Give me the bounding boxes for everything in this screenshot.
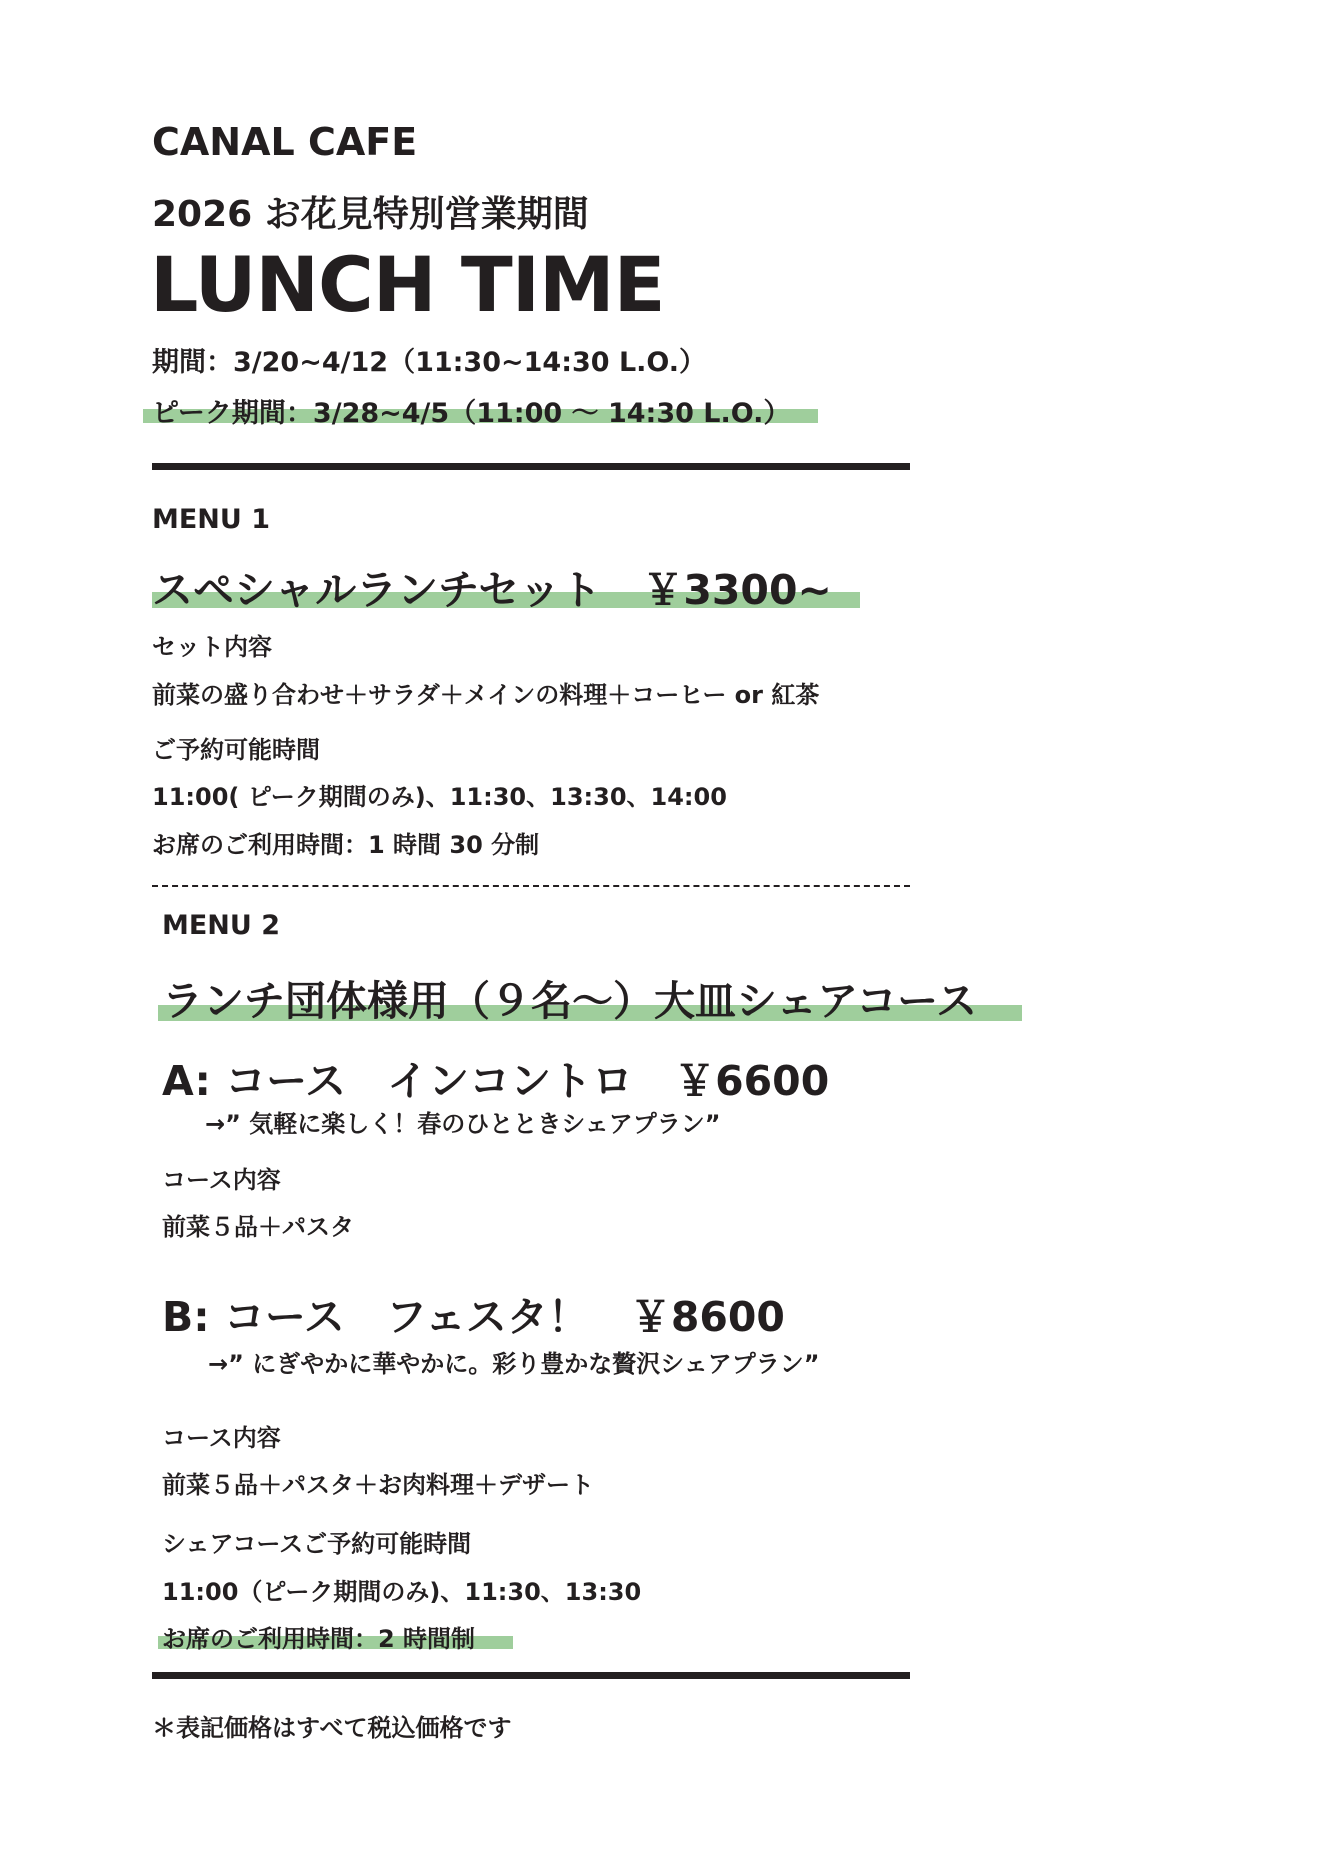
menu1-times: 11:00( ピーク期間のみ)、11:30、13:30、14:00 — [152, 783, 727, 811]
course-a-tagline: →” 気軽に楽しく！春のひとときシェアプラン” — [205, 1110, 721, 1138]
footer-divider — [152, 1672, 910, 1679]
peak-period-text: ピーク期間：3/28~4/5（11:00 ～ 14:30 L.O.） — [152, 398, 791, 429]
menu2-times-label: シェアコースご予約可能時間 — [162, 1530, 472, 1558]
menu2-title: ランチ団体様用（９名～）大皿シェアコース — [162, 977, 978, 1025]
menu1-times-label: ご予約可能時間 — [152, 736, 320, 764]
header-divider — [152, 463, 910, 470]
course-b-tagline: →” にぎやかに華やかに。彩り豊かな贅沢シェアプラン” — [208, 1350, 820, 1378]
course-a-contents: 前菜５品＋パスタ — [162, 1213, 354, 1241]
brand-name: CANAL CAFE — [152, 120, 418, 164]
course-a-title: A: コース インコントロ ￥6600 — [162, 1057, 830, 1105]
menu1-contents-label: セット内容 — [152, 633, 272, 661]
menu1-title: スペシャルランチセット ￥3300~ — [152, 566, 832, 614]
menu-divider — [152, 885, 910, 887]
course-a-contents-label: コース内容 — [162, 1166, 281, 1194]
menu2-label: MENU 2 — [162, 910, 281, 941]
period-text: 期間：3/20~4/12（11:30~14:30 L.O.） — [152, 347, 707, 378]
menu1-contents: 前菜の盛り合わせ＋サラダ＋メインの料理＋コーヒー or 紅茶 — [152, 681, 820, 709]
course-b-contents-label: コース内容 — [162, 1424, 281, 1452]
tax-note: ＊表記価格はすべて税込価格です — [152, 1714, 512, 1742]
menu1-duration: お席のご利用時間：1 時間 30 分制 — [152, 831, 540, 859]
page-title: LUNCH TIME — [150, 240, 665, 329]
menu2-duration: お席のご利用時間：2 時間制 — [162, 1625, 476, 1653]
course-b-contents: 前菜５品＋パスタ＋お肉料理＋デザート — [162, 1471, 594, 1499]
event-subtitle: 2026 お花見特別営業期間 — [152, 194, 589, 235]
course-b-title: B: コース フェスタ！ ￥8600 — [162, 1293, 785, 1341]
menu1-label: MENU 1 — [152, 504, 271, 535]
menu2-times: 11:00（ピーク期間のみ)、11:30、13:30 — [162, 1578, 642, 1606]
